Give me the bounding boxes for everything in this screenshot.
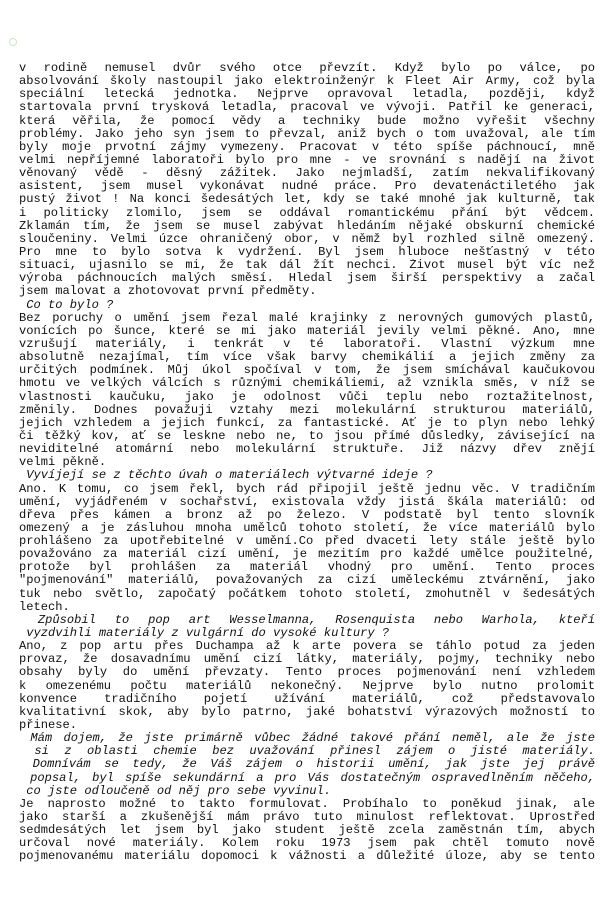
text-line: neviditelné atomární nebo molekulární struktuře. Již názvy dřev znějí (19, 443, 595, 457)
text-line: byly moje prvotní zájmy vymezeny. Pracovat v této spíše páchnoucí, mně (19, 140, 595, 154)
text-line: či těžký kov, ať se leskne nebo ne, to jsou přímé důsledky, závisející na (19, 429, 595, 443)
question-line: Mám dojem, že jste primárně vůbec žádné takové přání neměl, ale že jste (19, 732, 595, 746)
text-line: startovala první trysková letadla, pracoval ve vývoji. Patřil ke generaci, (19, 101, 595, 115)
text-line: v rodině nemusel dvůr svého otce převzít. Když bylo po válce, po (19, 62, 595, 75)
question-line: popsal, byl spíše sekundární a pro Vás dostatečným ospravedlněním něčeho, (19, 771, 595, 785)
text-line: k omezenému počtu materiálů nekonečný. Nejprve bylo nutno prolomit (19, 679, 595, 693)
text-line: provaz, že dosavadnímu umění cizí látky, materiály, pojmy, techniky nebo (19, 653, 595, 667)
text-line: absolvování školy nastoupil jako elektroinženýr k Fleet Air Army, což byla (19, 75, 595, 89)
text-line: omezený a je zásluhou mnoha umělců tohoto století, že více materiálů bylo (19, 521, 595, 535)
question-line: Co to bylo ? (19, 298, 114, 312)
text-line: jejich vzhledem a jejich funkcí, za fantastické. Ať je to plyn nebo lehký (19, 416, 595, 430)
text-line: jako starší a zkušenější mám právo tuto minulost reflektovat. Uprostřed (19, 811, 595, 825)
text-line: pustý život ! Na konci šedesátých let, kdy se také mnohé jak kulturně, tak (19, 193, 595, 207)
text-line: asistent, jsem musel vykonávat nudné práce. Pro devatenáctiletého jak (19, 180, 595, 194)
text-line: dřeva přes kámen a bronz až po železo. V podstatě byl tento slovník (19, 508, 595, 522)
text-line: přinese. (19, 719, 78, 733)
text-line: velmi pěkně. (19, 456, 107, 470)
text-line: speciální letecká jednotka. Nejprve opravoval letadla, později, když (19, 88, 595, 102)
text-line: jsem malovat a zhotovovat první předměty. (19, 285, 317, 299)
question-line: co jste odloučeně od něj pro sebe vyvinul. (19, 784, 332, 798)
text-line: situaci, ujasnilo se mi, že tak dál žít nechci. Život musel být víc než (19, 259, 595, 273)
text-line: problémy. Jako jeho syn jsem to převzal, aniž bych o tom uvažoval, ale tím (19, 127, 595, 141)
text-line: považováno za materiál cizí umění, je mezitím pro každé umělce použitelné, (19, 548, 595, 562)
text-line: věnovaný vědě - děsný zážitek. Jako nejmladší, zatím nekvalifikovaný (19, 167, 595, 181)
text-line: tuk nebo světlo, započatý počátkem tohoto století, zmohutněl v šedesátých (19, 587, 595, 601)
question-line: Způsobil to pop art Wesselmanna, Rosenquista nebo Warhola, kteří (19, 613, 595, 627)
text-line: umění, vyjádřeném v sochařství, existovala vždy jistá škála materiálů: od (19, 495, 595, 509)
text-line: kvalitativní skok, aby bylo patrno, jaké bohatství výrazových možností to (19, 705, 595, 719)
text-line: hmotu ve velkých válcích s různými chemikáliemi, až vznikla směs, v níž se (19, 377, 595, 391)
text-line: sloučeniny. Velmi úzce ohraničený obor, v němž byl rozhled silně omezený. (19, 232, 595, 246)
text-line: prohlášeno za upotřebitelné v umění.Co před dvaceti lety stále ještě bylo (19, 535, 595, 549)
text-line: letech. (19, 600, 70, 614)
text-line: obsahy byly do umění převzaty. Tento proces pojmenování není vzhledem (19, 666, 595, 680)
text-line: velmi nepříjemné laboratoři bylo pro mne - ve srovnání s nadějí na život (19, 153, 595, 167)
text-line: Pro mne to bylo sotva k vydržení. Byl jsem hluboce nešťastný v této (19, 245, 595, 259)
question-line: Domnívám se tedy, že Váš zájem o historii umění, jak jste jej právě (19, 758, 595, 772)
text-line: výroba páchnoucích malých směsí. Hledal jsem širší perspektivy a začal (19, 272, 595, 286)
text-line: která věřila, že pomocí vědy a techniky bude možno vyřešit všechny (19, 114, 595, 128)
text-line: Ano. K tomu, co jsem řekl, bych rád připojil ještě jednu věc. V tradičním (19, 482, 595, 496)
text-line: absolutně nezajímal, tím více však barvy chemikálií a jejich změny za (19, 351, 595, 365)
text-line: určoval nové materiály. Kolem roku 1973 jsem pak chtěl tomuto nově (19, 837, 595, 851)
text-line: vzrušují materiály, i tenkrát v té laboratoři. Vlastní výzkum mne (19, 337, 595, 351)
document-body-text (19, 62, 595, 864)
text-line: protože byl prohlášen za materiál vhodný pro umění. Tento proces (19, 561, 595, 575)
question-line: Vyvíjejí se z těchto úvah o materiálech výtvarné ideje ? (19, 469, 433, 483)
text-line: Ano, z pop artu přes Duchampa až k arte povera se táhlo potud za jeden (19, 640, 595, 654)
text-line: pojmenovanému materiálu dopomoci k vážnosti a důležité úloze, aby se tento (19, 850, 595, 864)
text-line: "pojmenování" materiálů, považovaných za cizí uměleckému ztvárnění, jako (19, 574, 595, 588)
text-line: Zklamán tím, že jsem se musel zabývat hledáním nějaké obskurní chemické (19, 219, 595, 233)
text-line: i politicky zlomilo, jsem se oddával romantickému přání být vědcem. (19, 206, 595, 220)
text-line: Bez poruchy o umění jsem řezal malé krajinky z nerovných gumových plastů, (19, 311, 595, 325)
question-line: vyzdvihli materiály z vulgární do vysoké kultury ? (19, 627, 390, 641)
text-line: konvence tradičního pojetí užívání materiálů, což představovalo (19, 692, 595, 706)
text-line: určitých podmínek. Můj úkol spočíval v tom, že jsem smíchával kaučukovou (19, 364, 595, 378)
text-line: vonících po šunce, které se mi jako materiál jevily velmi pěkné. Ano, mne (19, 324, 595, 338)
text-line: sedmdesátých let jsem byl jako student ještě zcela zaměstnán tím, abych (19, 824, 595, 838)
text-line: vlastnosti kaučuku, jako je odolnost vůči teplu nebo roztažitelnost, (19, 390, 595, 404)
text-line: změnily. Dodnes považuji vztahy mezi molekulární strukturou materiálů, (19, 403, 595, 417)
page-corner-mark (9, 38, 17, 46)
question-line: si z oblasti chemie bez uvažování přinesl zájem o jisté materiály. (19, 745, 595, 759)
text-line: Je naprosto možné to takto formulovat. Probíhalo to poněkud jinak, ale (19, 797, 595, 811)
